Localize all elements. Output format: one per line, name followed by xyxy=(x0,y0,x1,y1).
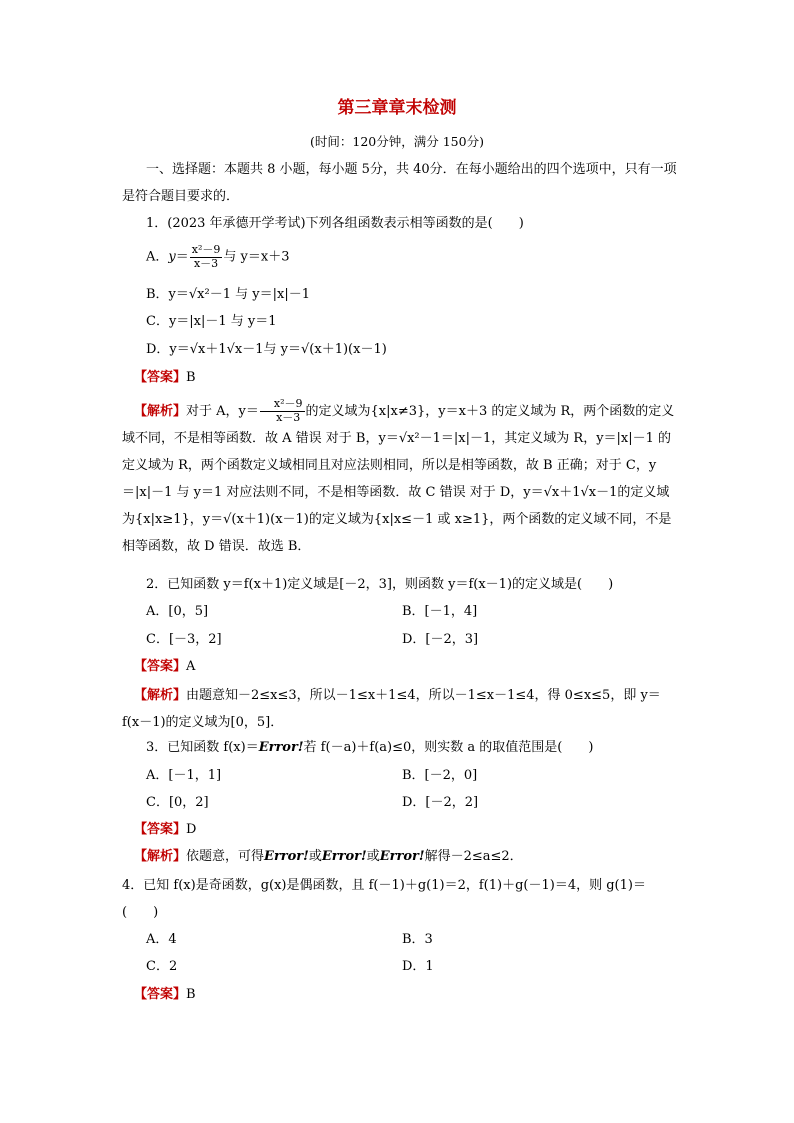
q2-option-d: D．[－2，3] xyxy=(402,632,479,647)
analysis-fraction xyxy=(260,398,305,424)
q1-analysis xyxy=(122,398,678,560)
q2-option-b: B．[－1，4] xyxy=(402,604,478,619)
analysis-fraction-denominator: x－3 xyxy=(276,411,301,424)
q4-option-b: B．3 xyxy=(402,932,433,947)
q3-answer-value: D xyxy=(186,822,197,837)
q2-answer-value: A xyxy=(186,659,196,674)
q3-option-a: A．[－1，1] xyxy=(146,768,222,783)
q1-option-b: B．y＝√x²－1 与 y＝|x|－1 xyxy=(146,287,310,302)
q4-option-d: D．1 xyxy=(402,959,434,974)
q4-option-a: A．4 xyxy=(146,932,177,947)
q3-option-d: D．[－2，2] xyxy=(402,795,479,810)
q3-answer xyxy=(134,822,196,838)
q3-analysis-part2: 解得－2≤a≤2． xyxy=(424,849,523,864)
section-intro: 一、选择题：本题共 8 小题，每小题 5分，共 40分．在每小题给出的四个选项中，只有一项是符合题目要求的． xyxy=(122,162,677,204)
analysis-fraction-numerator: x²－9 xyxy=(260,398,305,412)
exam-subtitle: (时间：120分钟，满分 150分) xyxy=(310,134,484,149)
fraction xyxy=(190,244,223,270)
or-text: 或 xyxy=(308,849,322,864)
answer-tag: 【答案】 xyxy=(134,370,187,385)
q3-stem-part2: 若 f(－a)＋f(a)≤0，则实数 a 的取值范围是( ) xyxy=(303,740,594,755)
or-text: 或 xyxy=(366,849,380,864)
error-text: Error! xyxy=(321,849,367,864)
analysis-tag: 【解析】 xyxy=(134,688,187,703)
q2-option-c: C．[－3，2] xyxy=(146,632,222,647)
q1-option-a-tail: 与 y＝x＋3 xyxy=(223,249,290,265)
analysis-tag: 【解析】 xyxy=(134,404,187,419)
q1-option-c: C．y＝|x|－1 与 y＝1 xyxy=(146,314,277,329)
q1-answer xyxy=(134,370,196,386)
q2-analysis xyxy=(122,682,678,736)
q1-option-a-label: A． xyxy=(146,249,169,265)
q3-option-b: B．[－2，0] xyxy=(402,768,478,783)
q1-stem: 1．(2023 年承德开学考试)下列各组函数表示相等函数的是( ) xyxy=(146,216,524,231)
q3-analysis xyxy=(134,849,523,865)
fraction-denominator: x－3 xyxy=(193,256,219,270)
q3-analysis-part1: 依题意，可得 xyxy=(186,849,265,864)
error-text: Error! xyxy=(379,849,425,864)
q3-stem xyxy=(146,740,593,756)
q1-answer-value: B xyxy=(186,370,196,385)
error-text: Error! xyxy=(258,740,304,755)
q4-answer-value: B xyxy=(186,987,196,1002)
q2-option-a: A．[0，5] xyxy=(146,604,209,619)
q1-analysis-part2: 的定义域为{x|x≠3}，y＝x＋3 的定义域为 R，两个函数的定义域不同，不是相等函数．故 A 错误 对于 B，y＝√x²－1＝|x|－1，其定义域为 R，y＝|x|－1 的定义域为 R，两个函数定义域相同且对应法则相同，所以是相等函数，故 B 正确；对于 C，y＝|x|－1 与 y＝1 对应法则不同，不是相等函数．故 C 错误 对于 D，y＝√x＋1√x－1的定义域为{x|x≥1}，y＝√(x＋1)(x－1)的定义域为{x|x≤－1 或 x≥1}，两个函数的定义域不同，不是相等函数，故 D 错误．故选 B． xyxy=(122,404,675,554)
q2-answer xyxy=(134,659,195,675)
answer-tag: 【答案】 xyxy=(134,987,187,1002)
q3-option-c: C．[0，2] xyxy=(146,795,209,810)
q2-analysis-text: 由题意知－2≤x≤3，所以－1≤x＋1≤4，所以－1≤x－1≤4，得 0≤x≤5，即 y＝f(x－1)的定义域为[0，5]． xyxy=(122,688,661,730)
q4-answer xyxy=(134,987,196,1003)
q1-option-a: A．y＝ $\frac{\text{x²－9}}{x-3}$ 与 y＝x＋3 xyxy=(146,243,290,270)
page-title: 第三章章末检测 xyxy=(337,98,457,118)
analysis-tag: 【解析】 xyxy=(134,849,187,864)
answer-tag: 【答案】 xyxy=(134,659,187,674)
error-text: Error! xyxy=(264,849,309,864)
fraction-numerator: x²－9 xyxy=(191,243,221,256)
q1-analysis-part1: 对于 A，y＝ xyxy=(186,404,259,419)
q3-stem-part1: 3．已知函数 f(x)＝ xyxy=(146,740,259,755)
q2-stem: 2．已知函数 y＝f(x＋1)定义域是[－2，3]，则函数 y＝f(x－1)的定义域是( ) xyxy=(146,577,614,592)
q4-option-c: C．2 xyxy=(146,959,178,974)
q1-option-d: D．y＝√x＋1√x－1与 y＝√(x＋1)(x－1) xyxy=(146,342,387,357)
answer-tag: 【答案】 xyxy=(134,822,187,837)
q4-stem: 4．已知 f(x)是奇函数，g(x)是偶函数，且 f(－1)＋g(1)＝2，f(1)＋g(－1)＝4，则 g(1)＝( ) xyxy=(122,878,646,920)
